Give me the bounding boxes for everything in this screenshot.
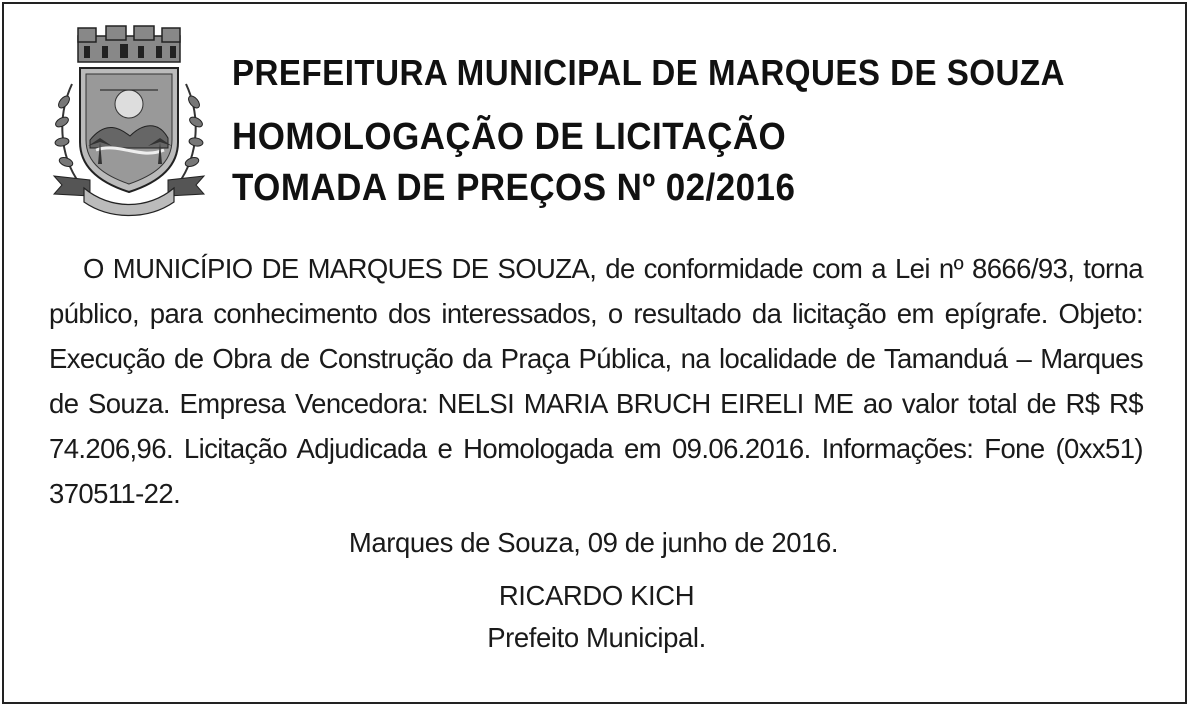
date-line: Marques de Souza, 09 de junho de 2016.	[348, 527, 839, 558]
notice-subtitle: TOMADA DE PREÇOS Nº 02/2016	[232, 167, 796, 209]
notice-title: HOMOLOGAÇÃO DE LICITAÇÃO	[232, 116, 787, 158]
municipal-coat-of-arms-icon	[50, 24, 208, 218]
signer-name: RICARDO KICH	[498, 580, 695, 611]
municipality-heading: PREFEITURA MUNICIPAL DE MARQUES DE SOUZA	[232, 52, 1065, 93]
signer-title: Prefeito Municipal.	[487, 622, 706, 653]
notice-body-paragraph: O MUNICÍPIO DE MARQUES DE SOUZA, de conformidade com a Lei nº 8666/93, torna público, para conhecimento dos interessados, o resultado da licitação em epígrafe. Objeto: Execução de Obra de Construção da Praça Pública, na localidade de Tamanduá – Marques de Souza. Empresa Vencedora: NELSI MARIA BRUCH EIRELI ME ao valor total de R$ R$ 74.206,96. Licitação Adjudicada e Homologada em 09.06.2016. Informações: Fone (0xx51) 370511-22.	[49, 253, 1143, 509]
